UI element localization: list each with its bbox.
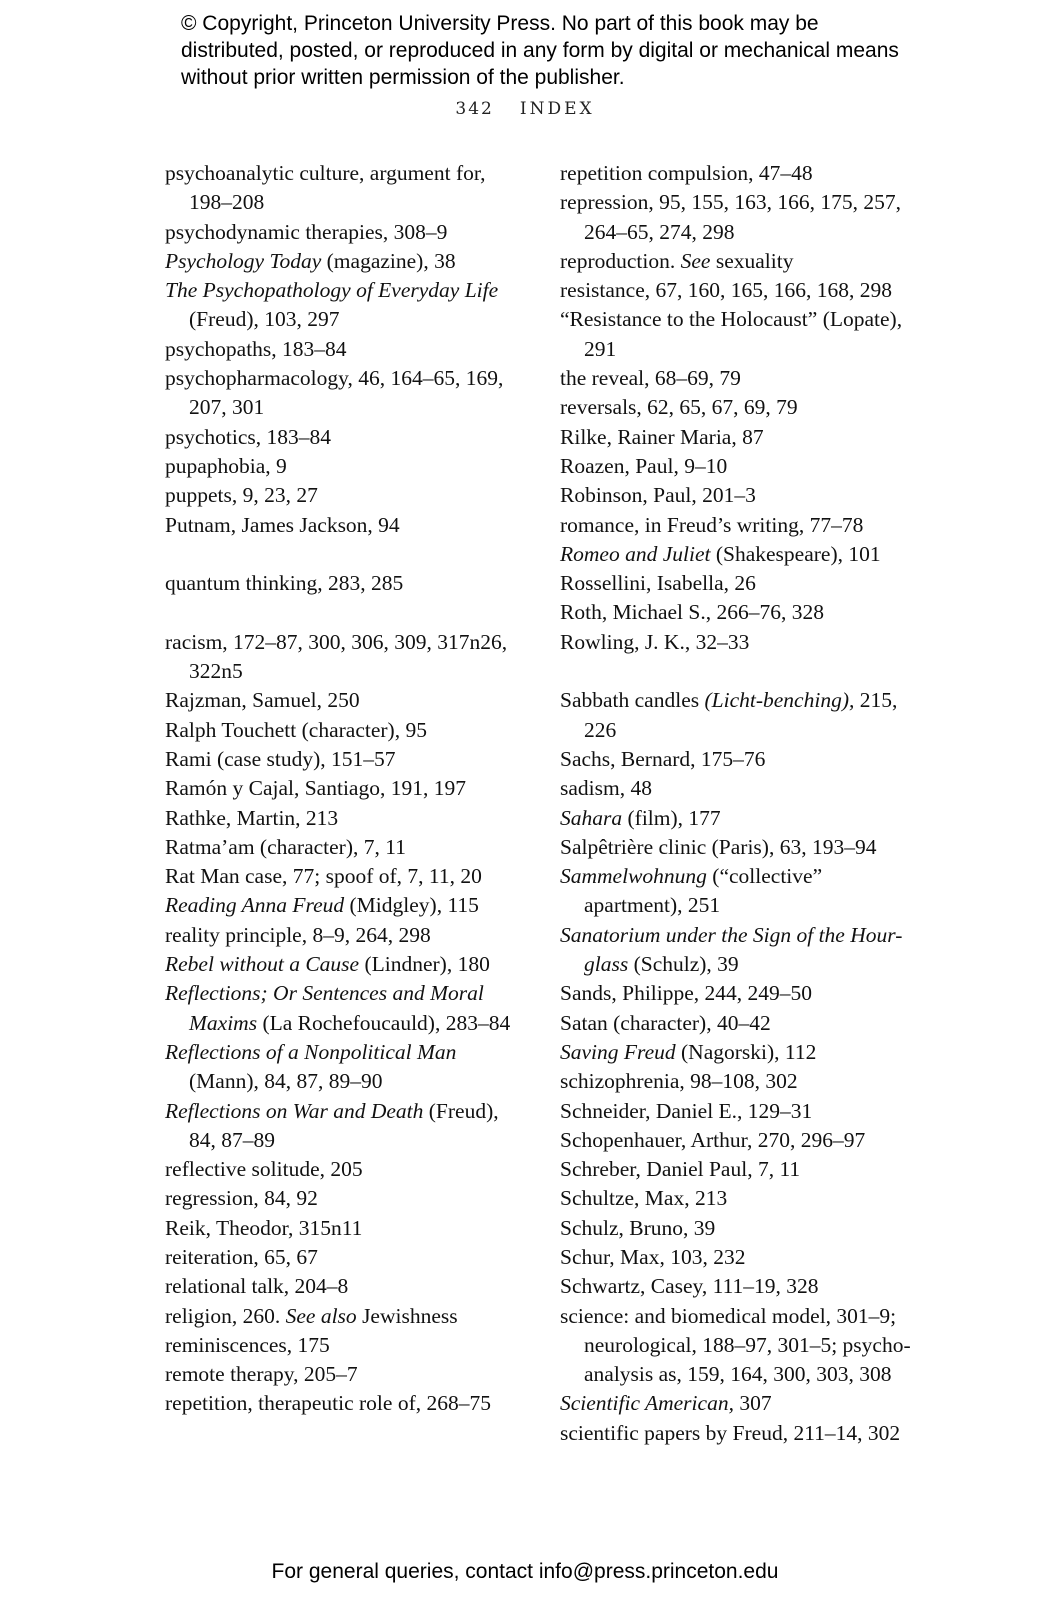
index-entry: reversals, 62, 65, 67, 69, 79 — [560, 395, 798, 420]
index-column-left — [165, 159, 525, 1419]
index-entry: Roazen, Paul, 9–10 — [560, 453, 728, 478]
index-entry: Reflections on War and Death (Freud), 84, 87–89 — [165, 1098, 499, 1152]
index-entry: repetition, therapeutic role of, 268–75 — [165, 1391, 491, 1416]
index-entry: romance, in Freud’s writing, 77–78 — [560, 512, 864, 537]
running-header — [0, 99, 1050, 119]
index-entry: Schwartz, Casey, 111–19, 328 — [560, 1274, 819, 1299]
index-entry: The Psychopathology of Everyday Life (Freud), 103, 297 — [165, 278, 499, 332]
index-entry: Schulz, Bruno, 39 — [560, 1215, 716, 1240]
index-entry: psychopaths, 183–84 — [165, 336, 347, 361]
index-entry: Scientific American, 307 — [560, 1391, 772, 1416]
index-entry: psychopharmacology, 46, 164–65, 169, 207, 301 — [165, 366, 504, 420]
index-entry: science: and biomedical model, 301–9; neurological, 188–97, 301–5; psycho-analysis as, 159, 164, 300, 303, 308 — [560, 1303, 911, 1387]
index-entry: psychodynamic therapies, 308–9 — [165, 219, 448, 244]
index-entry: sadism, 48 — [560, 776, 652, 801]
index-entry: Schneider, Daniel E., 129–31 — [560, 1098, 813, 1123]
index-entry: Romeo and Juliet (Shakespeare), 101 — [560, 541, 881, 566]
index-entry: reflective solitude, 205 — [165, 1157, 363, 1182]
index-entry: repetition compulsion, 47–48 — [560, 161, 813, 185]
index-entry: Sachs, Bernard, 175–76 — [560, 746, 766, 771]
index-entry: Rami (case study), 151–57 — [165, 746, 396, 771]
index-entry: Rajzman, Samuel, 250 — [165, 688, 360, 713]
index-entry: relational talk, 204–8 — [165, 1274, 349, 1299]
index-entry: Rossellini, Isabella, 26 — [560, 571, 756, 596]
index-entry: psychoanalytic culture, argument for, 198–208 — [165, 161, 486, 215]
index-entry: quantum thinking, 283, 285 — [165, 571, 404, 596]
copyright-notice: © Copyright, Princeton University Press. No part of this book may be distributed, posted, or reproduced in any form by digital or mechanical means without prior written permission of the publisher. — [181, 12, 899, 89]
index-entry: remote therapy, 205–7 — [165, 1362, 358, 1387]
index-entry: repression, 95, 155, 163, 166, 175, 257, 264–65, 274, 298 — [560, 190, 901, 244]
index-entry: regression, 84, 92 — [165, 1186, 318, 1211]
index-entry: Satan (character), 40–42 — [560, 1010, 771, 1035]
index-entry: Reading Anna Freud (Midgley), 115 — [165, 893, 479, 918]
index-entry: pupaphobia, 9 — [165, 453, 287, 478]
index-entry: Reflections; Or Sentences and Moral Maxims (La Rochefoucauld), 283–84 — [165, 981, 511, 1035]
index-entry: reminiscences, 175 — [165, 1332, 330, 1357]
index-entry: Sanatorium under the Sign of the Hour-glass (Schulz), 39 — [560, 922, 903, 977]
index-entry: Sands, Philippe, 244, 249–50 — [560, 981, 813, 1006]
running-title: INDEX — [519, 99, 595, 119]
letter-gap — [560, 657, 920, 686]
letter-gap — [165, 540, 525, 569]
index-entry: Schultze, Max, 213 — [560, 1186, 728, 1211]
index-entry: Rebel without a Cause (Lindner), 180 — [165, 952, 490, 977]
index-entry: “Resistance to the Holocaust” (Lopate), 291 — [560, 307, 903, 361]
index-entry: racism, 172–87, 300, 306, 309, 317n26, 322n5 — [165, 629, 508, 684]
index-entry: Sabbath candles (Licht-benching), 215, 226 — [560, 688, 898, 742]
index-entry: Sammelwohnung (“collective” apartment), 251 — [560, 864, 823, 918]
index-entry: Rathke, Martin, 213 — [165, 805, 339, 830]
index-entry: psychotics, 183–84 — [165, 424, 332, 449]
index-entry: schizophrenia, 98–108, 302 — [560, 1069, 798, 1094]
index-entry: Rilke, Rainer Maria, 87 — [560, 424, 764, 449]
index-entry: Sahara (film), 177 — [560, 805, 721, 830]
index-entry: puppets, 9, 23, 27 — [165, 483, 318, 508]
index-entry: Schur, Max, 103, 232 — [560, 1244, 746, 1269]
index-entry: Salpêtrière clinic (Paris), 63, 193–94 — [560, 834, 877, 859]
index-entry: Ralph Touchett (character), 95 — [165, 717, 427, 742]
index-entry: reality principle, 8–9, 264, 298 — [165, 922, 431, 947]
index-entry: Rat Man case, 77; spoof of, 7, 11, 20 — [165, 864, 482, 889]
index-column-right — [560, 159, 920, 1448]
footer-contact: For general queries, contact info@press.princeton.edu — [271, 1560, 779, 1583]
index-entry: scientific papers by Freud, 211–14, 302 — [560, 1420, 901, 1445]
index-entry: Psychology Today (magazine), 38 — [165, 248, 456, 273]
index-entry: reproduction. See sexuality — [560, 248, 794, 273]
index-entry: Robinson, Paul, 201–3 — [560, 483, 756, 508]
index-entry: Ramón y Cajal, Santiago, 191, 197 — [165, 776, 466, 801]
index-entry: resistance, 67, 160, 165, 166, 168, 298 — [560, 278, 893, 303]
index-entry: Rowling, J. K., 32–33 — [560, 629, 750, 654]
index-entry: Reik, Theodor, 315n11 — [165, 1215, 363, 1240]
index-entry: reiteration, 65, 67 — [165, 1244, 318, 1269]
index-entry: Schreber, Daniel Paul, 7, 11 — [560, 1157, 801, 1182]
index-entry: Ratma’am (character), 7, 11 — [165, 834, 406, 859]
index-entry: the reveal, 68–69, 79 — [560, 366, 741, 391]
page-number: 342 — [455, 99, 494, 119]
index-entry: Roth, Michael S., 266–76, 328 — [560, 600, 824, 625]
index-entry: Schopenhauer, Arthur, 270, 296–97 — [560, 1127, 866, 1152]
letter-gap — [165, 598, 525, 627]
index-entry: Saving Freud (Nagorski), 112 — [560, 1039, 817, 1064]
index-entry: Putnam, James Jackson, 94 — [165, 512, 400, 537]
index-entry: Reflections of a Nonpolitical Man (Mann), 84, 87, 89–90 — [165, 1039, 457, 1094]
index-entry: religion, 260. See also Jewishness — [165, 1303, 458, 1328]
